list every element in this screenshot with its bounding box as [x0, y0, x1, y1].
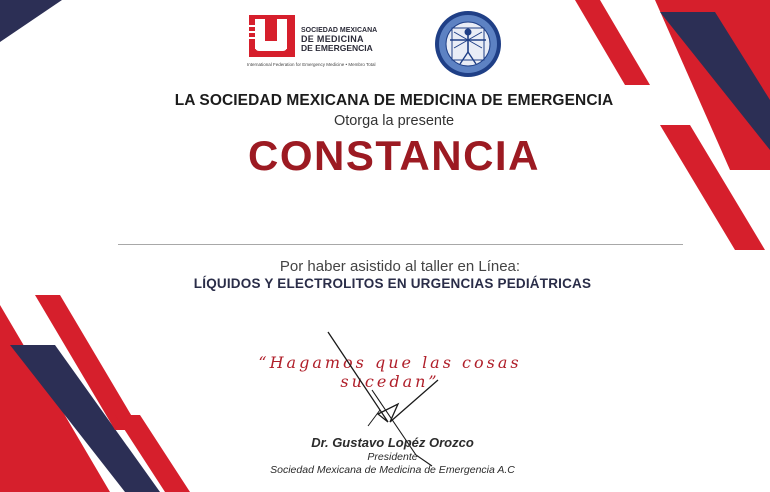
society-logo-text — [301, 26, 377, 53]
logo-tagline: International Federation for Emergency Medicine • Membro Total — [247, 62, 376, 67]
society-heading: LA SOCIEDAD MEXICANA DE MEDICINA DE EMERGENCIA — [174, 92, 614, 109]
society-logo — [247, 13, 387, 71]
signatory-name: Dr. Gustavo Lopéz Orozco — [311, 435, 474, 450]
logo-line-1: SOCIEDAD MEXICANA — [301, 27, 378, 34]
divider-line — [118, 244, 683, 245]
signatory-organization: Sociedad Mexicana de Medicina de Emergencia A.C — [270, 464, 515, 476]
grants-line: Otorga la presente — [333, 113, 455, 129]
motto-text: “Hagamos que las cosas sucedan” — [258, 353, 522, 391]
logo-line-2: DE MEDICINA — [301, 34, 364, 44]
attendance-reason: Por haber asistido al taller en Línea: — [279, 258, 521, 275]
workshop-name: LÍQUIDOS Y ELECTROLITOS EN URGENCIAS PEDIÁTRICAS — [193, 276, 592, 291]
stripe-red-small-top — [575, 0, 650, 85]
logo-line-3: DE EMERGENCIA — [301, 43, 373, 53]
signatory-role: Presidente — [367, 451, 418, 463]
federation-seal-icon — [434, 10, 502, 78]
society-logo-mark — [247, 13, 297, 59]
certificate-title: CONSTANCIA — [248, 132, 540, 179]
corner-stripe-navy-topleft — [0, 0, 62, 42]
